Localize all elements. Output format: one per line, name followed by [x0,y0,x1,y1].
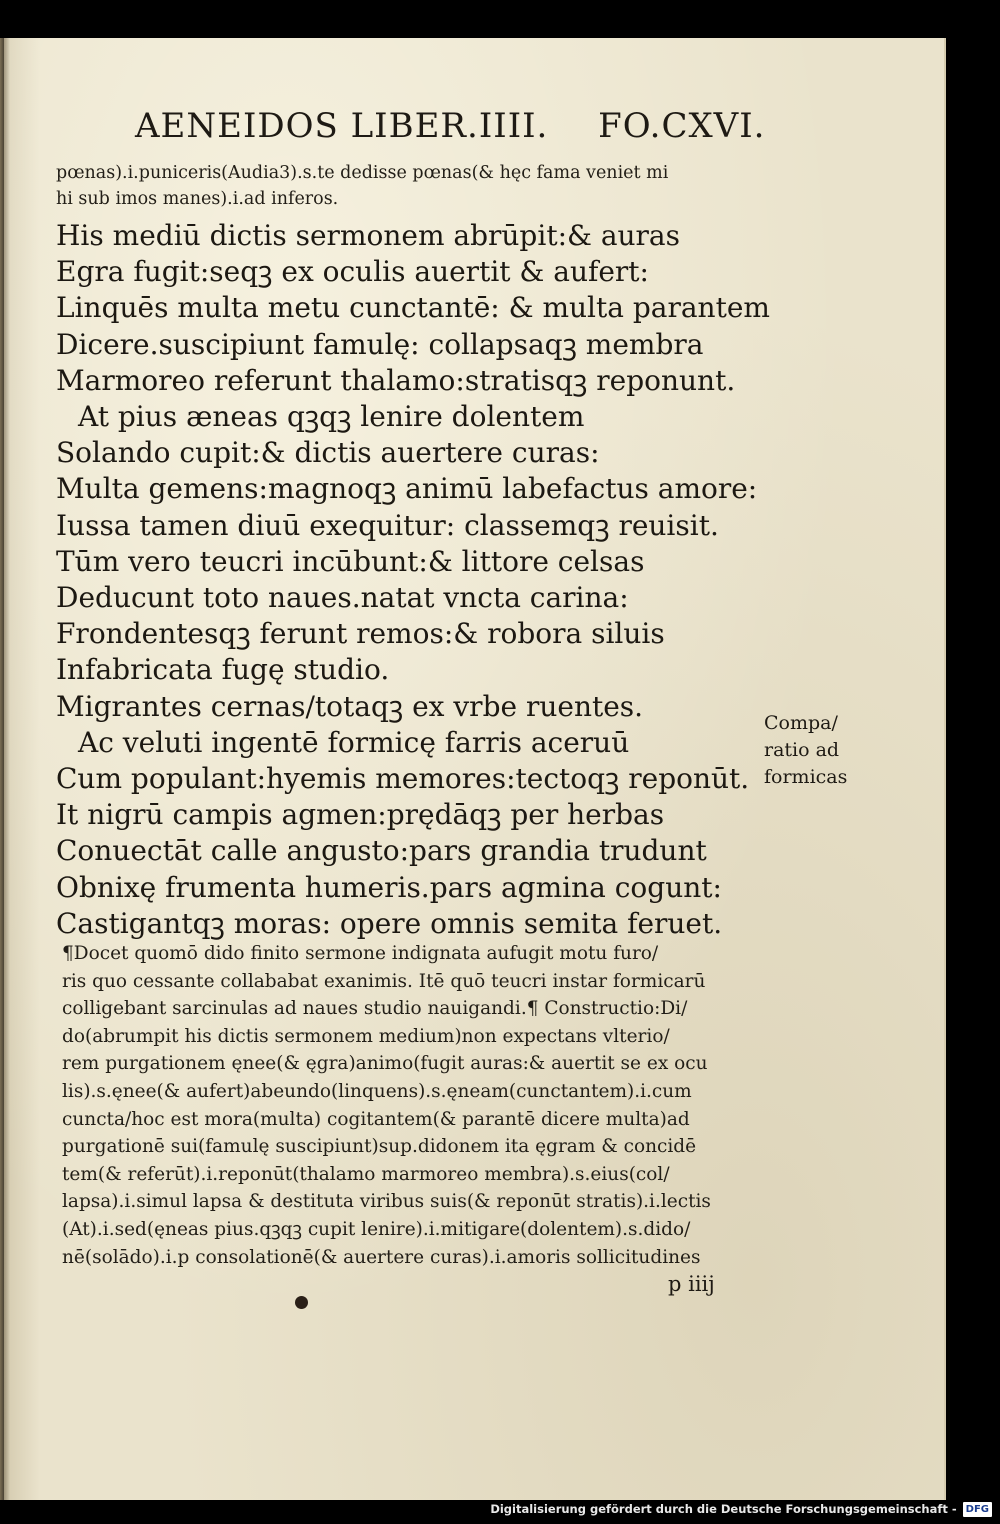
verse-line: Migrantes cernas/totaqꝫ ex vrbe ruentes. [56,689,644,723]
verse-line: It nigrū campis agmen:prędāqꝫ per herbas [56,798,665,832]
verse-line: Ac veluti ingentē formicę farris aceruū [78,725,630,759]
verse-line: Tūm vero teucri incūbunt:& littore celsas [56,544,645,578]
commentary-line: rem purgationem ęnee(& ęgra)animo(fugit auras:& auertit se ex ocu [62,1053,708,1075]
commentary-line: do(abrumpit his dictis sermonem medium)non expectans vlterio/ [62,1025,670,1047]
dfg-logo: DFG [963,1502,992,1517]
commentary-line: tem(& referūt).i.reponūt(thalamo marmoreo membra).s.eius(col/ [62,1163,670,1185]
intro-line: hi sub imos manes).i.ad inferos. [56,189,339,209]
verse-line: Infabricata fugę studio. [56,653,390,687]
book-title: AENEIDOS LIBER.IIII. [135,106,549,146]
verse-line: Frondentesqꝫ ferunt remos:& robora siluis [56,617,665,651]
verse-line: Deducunt toto naues.natat vncta carina: [56,581,629,615]
verse-line: Conuectāt calle angusto:pars grandia trudunt [56,834,707,868]
commentary-line: nē(solādo).i.p consolationē(& auertere curas).i.amoris sollicitudines [62,1246,701,1268]
folio-number: FO.CXVI. [598,106,766,146]
commentary-line: ris quo cessante collababat exanimis. Itē quō teucri instar formicarū [62,970,706,992]
running-head [135,106,765,146]
page-gutter-shadow [0,38,10,1500]
intro-commentary [56,160,756,212]
verse-line: Egra fugit:seqꝫ ex oculis auertit & aufert: [56,255,649,289]
commentary-line: lapsa).i.simul lapsa & destituta viribus suis(& reponūt stratis).i.lectis [62,1191,711,1213]
verse-line: Linquēs multa metu cunctantē: & multa parantem [56,291,770,325]
signature-mark: p iiij [668,1272,715,1296]
marginal-note-line: ratio ad [764,739,840,761]
verse-line: Dicere.suscipiunt famulę: collapsaqꝫ membra [56,327,704,361]
verse-line: Castigantqꝫ moras: opere omnis semita feruet. [56,906,723,940]
verse-line: Cum populant:hyemis memores:tectoqꝫ reponūt. [56,762,750,796]
verse-line: Multa gemens:magnoqꝫ animū labefactus amore: [56,472,758,506]
marginal-note-line: formicas [764,766,848,788]
verse-line: Obnixę frumenta humeris.pars agmina cogunt: [56,870,722,904]
commentary-line: cuncta/hoc est mora(multa) cogitantem(& parantē dicere multa)ad [62,1108,690,1130]
verse-line: His mediū dictis sermonem abrūpit:& auras [56,219,680,252]
commentary-line: ¶Docet quomō dido finito sermone indignata aufugit motu furo/ [62,943,659,964]
ink-spot [295,1296,308,1309]
marginal-note-line: Compa/ [764,712,838,734]
commentary-block [62,940,772,1271]
verse-block [56,218,770,942]
intro-line: pœnas).i.puniceris(Audia3).s.te dedisse pœnas(& hęc fama veniet mi [56,163,669,183]
commentary-line: (At).i.sed(ęneas pius.qꝫqꝫ cupit lenire).i.mitigare(dolentem).s.dido/ [62,1218,691,1240]
commentary-line: purgationē sui(famulę suscipiunt)sup.didonem ita ęgram & concidē [62,1136,697,1158]
commentary-line: colligebant sarcinulas ad naues studio nauigandi.¶ Constructio:Di/ [62,998,688,1020]
credit-text: Digitalisierung gefördert durch die Deutsche Forschungsgemeinschaft - [490,1502,957,1516]
verse-line: Marmoreo referunt thalamo:stratisqꝫ reponunt. [56,363,736,397]
marginal-note [764,710,847,791]
verse-line: Iussa tamen diuū exequitur: classemqꝫ reuisit. [56,508,719,542]
commentary-line: lis).s.ęnee(& aufert)abeundo(linquens).s.ęneam(cunctantem).i.cum [62,1080,692,1102]
digitization-credit [490,1500,992,1518]
verse-line: At pius æneas qꝫqꝫ lenire dolentem [78,400,585,434]
verse-line: Solando cupit:& dictis auertere curas: [56,436,600,470]
